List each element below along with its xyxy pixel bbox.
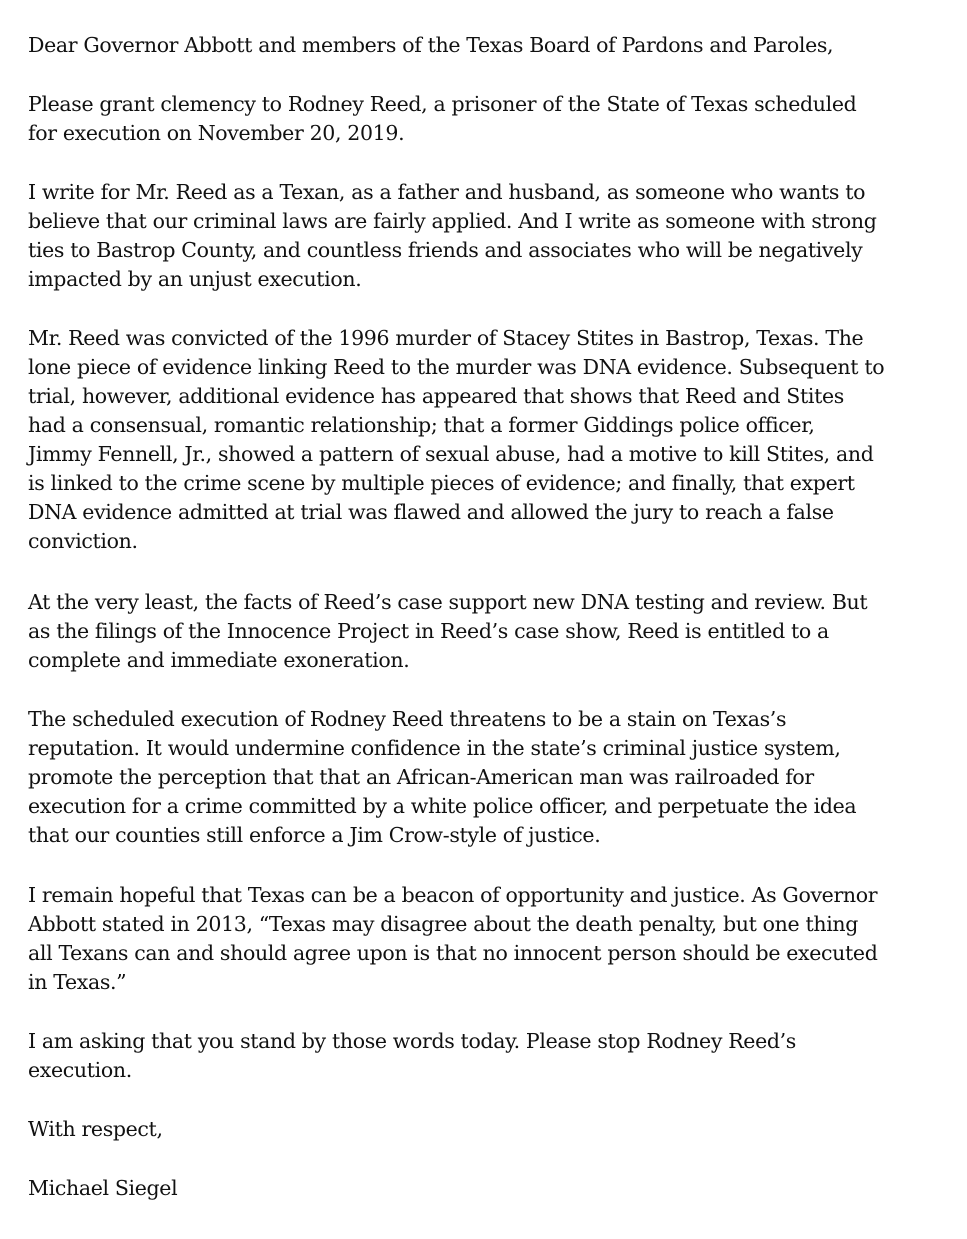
paragraph-line: I am asking that you stand by those words today. Please stop Rodney Reed’s <box>28 1029 796 1053</box>
paragraph-line: I write for Mr. Reed as a Texan, as a father and husband, as someone who wants to <box>28 180 866 204</box>
paragraph-line: had a consensual, romantic relationship; that a former Giddings police officer, <box>28 413 815 437</box>
signature: Michael Siegel <box>28 1176 178 1200</box>
paragraph-line: complete and immediate exoneration. <box>28 648 410 672</box>
paragraph-line: Abbott stated in 2013, “Texas may disagree about the death penalty, but one thing <box>28 912 859 936</box>
paragraph-line: I remain hopeful that Texas can be a beacon of opportunity and justice. As Governor <box>28 883 878 907</box>
paragraph-line: that our counties still enforce a Jim Crow-style of justice. <box>28 823 601 847</box>
paragraph-line: Mr. Reed was convicted of the 1996 murder of Stacey Stites in Bastrop, Texas. The <box>28 326 864 350</box>
paragraph-line: ties to Bastrop County, and countless friends and associates who will be negatively <box>28 238 863 262</box>
paragraph-line: believe that our criminal laws are fairly applied. And I write as someone with strong <box>28 209 877 233</box>
paragraph-line: execution for a crime committed by a white police officer, and perpetuate the idea <box>28 794 857 818</box>
paragraph-line: is linked to the crime scene by multiple pieces of evidence; and finally, that expert <box>28 471 855 495</box>
paragraph-line: DNA evidence admitted at trial was flawed and allowed the jury to reach a false <box>28 500 834 524</box>
paragraph-line: promote the perception that that an African-American man was railroaded for <box>28 765 814 789</box>
paragraph-line: reputation. It would undermine confidence in the state’s criminal justice system, <box>28 736 841 760</box>
paragraph-line: for execution on November 20, 2019. <box>28 121 405 145</box>
salutation: Dear Governor Abbott and members of the Texas Board of Pardons and Paroles, <box>28 33 834 57</box>
paragraph-line: At the very least, the facts of Reed’s case support new DNA testing and review. But <box>28 590 868 614</box>
paragraph-line: Jimmy Fennell, Jr., showed a pattern of sexual abuse, had a motive to kill Stites, and <box>28 442 874 466</box>
paragraph-line: Please grant clemency to Rodney Reed, a prisoner of the State of Texas scheduled <box>28 92 857 116</box>
paragraph-line: impacted by an unjust execution. <box>28 267 362 291</box>
paragraph-line: as the filings of the Innocence Project in Reed’s case show, Reed is entitled to a <box>28 619 829 643</box>
paragraph-line: trial, however, additional evidence has appeared that shows that Reed and Stites <box>28 384 844 408</box>
paragraph-line: The scheduled execution of Rodney Reed threatens to be a stain on Texas’s <box>28 707 787 731</box>
paragraph-line: all Texans can and should agree upon is that no innocent person should be executed <box>28 941 878 965</box>
paragraph-line: execution. <box>28 1058 132 1082</box>
paragraph-line: in Texas.” <box>28 970 127 994</box>
paragraph-line: lone piece of evidence linking Reed to the murder was DNA evidence. Subsequent to <box>28 355 885 379</box>
closing: With respect, <box>28 1117 163 1141</box>
paragraph-line: conviction. <box>28 529 138 553</box>
